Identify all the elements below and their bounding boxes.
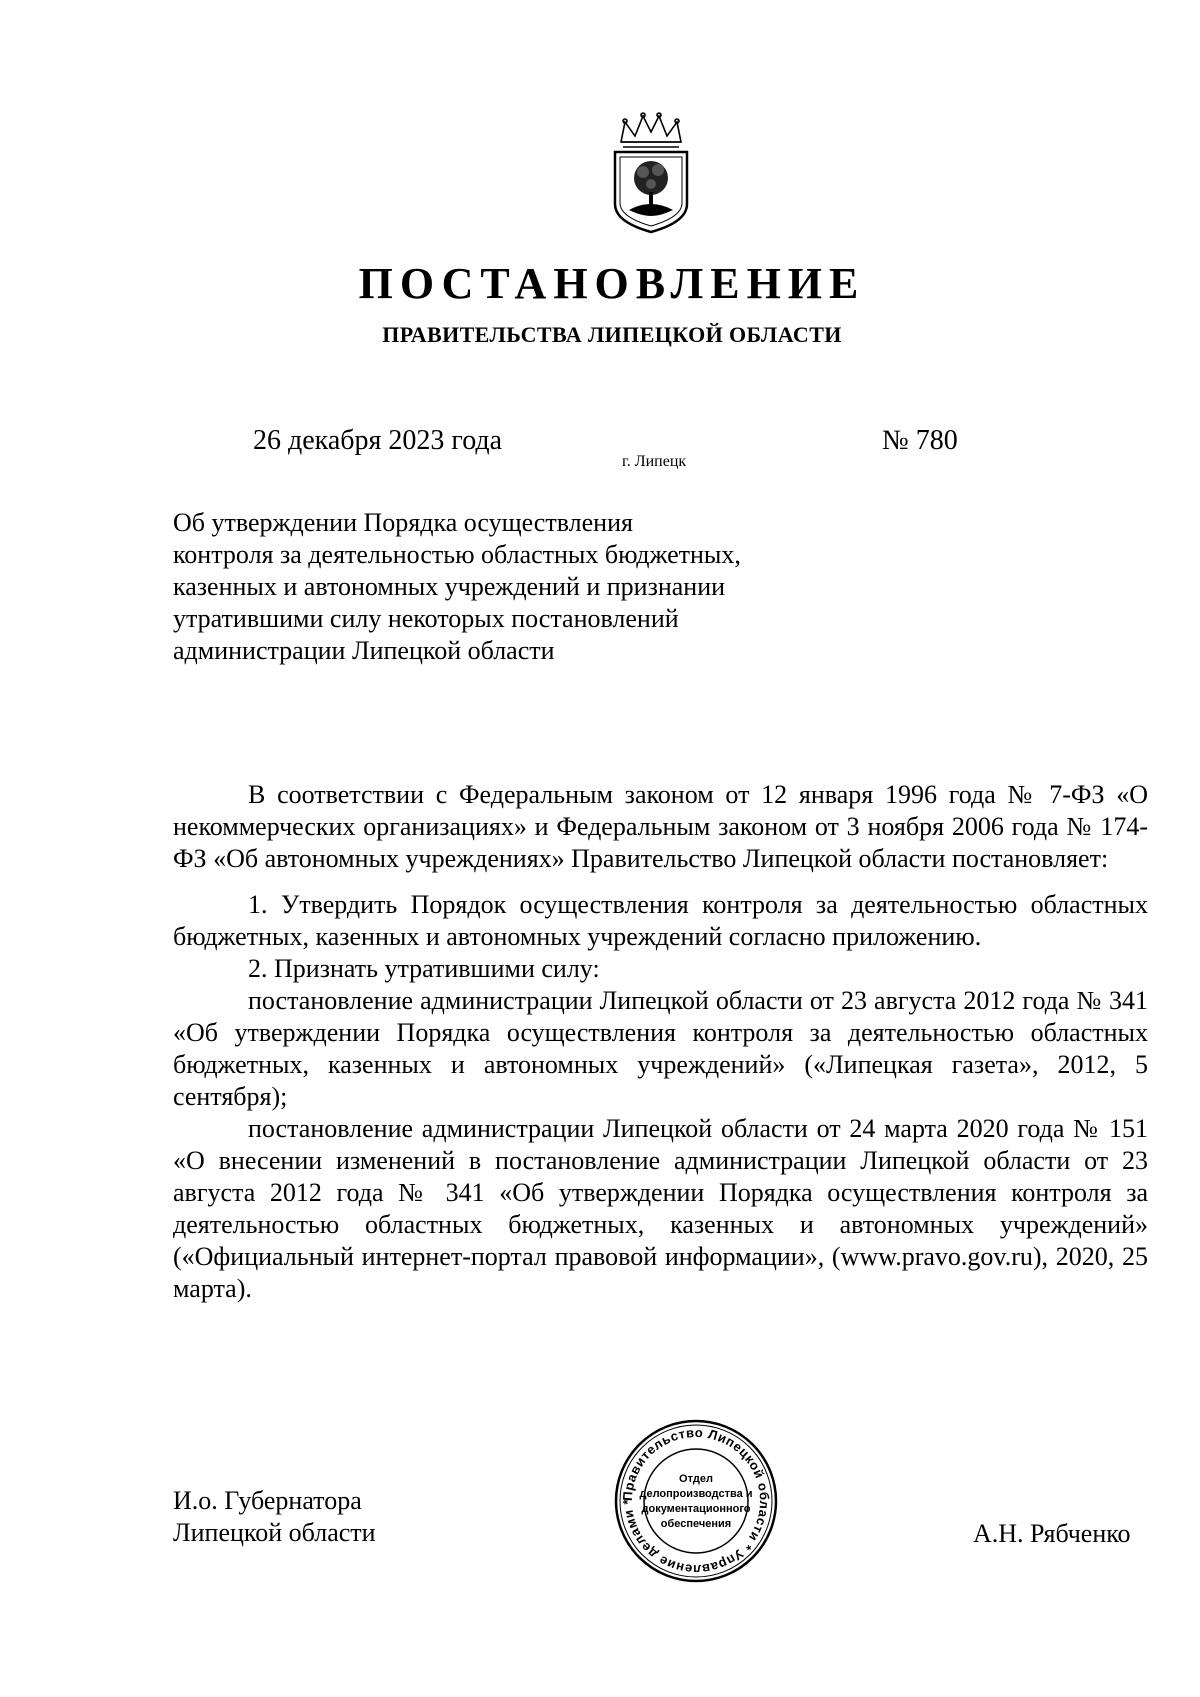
document-subtitle: ПРАВИТЕЛЬСТВА ЛИПЕЦКОЙ ОБЛАСТИ	[382, 322, 842, 347]
document-body	[173, 779, 1148, 1305]
stamp-inner-line: документационного	[641, 1503, 751, 1515]
subject-line: администрации Липецкой области	[173, 636, 555, 665]
coat-of-arms-icon	[601, 112, 701, 237]
document-subject	[173, 507, 833, 667]
body-paragraph: 1. Утвердить Порядок осуществления контроля за деятельностью областных бюджетных, казенных и автономных учреждений согласно приложению.	[173, 890, 1148, 951]
stamp-inner-line: обеспечения	[660, 1518, 732, 1530]
document-title: ПОСТАНОВЛЕНИЕ	[358, 259, 866, 308]
official-stamp	[613, 1418, 779, 1584]
subject-line: Об утверждении Порядка осуществления	[173, 508, 633, 537]
document-number: № 780	[882, 425, 958, 456]
body-paragraph: В соответствии с Федеральным законом от 12 января 1996 года № 7-ФЗ «О некоммерческих организациях» и Федеральным законом от 3 ноября 2006 года № 174-ФЗ «Об автономных учреждениях» Правительство Липецкой области постановляет:	[173, 780, 1148, 873]
signatory-title	[173, 1485, 376, 1549]
stamp-outer-text: Правительство Липецкой области * Управление делами *	[619, 1424, 773, 1578]
document-place: г. Липецк	[622, 453, 687, 470]
signatory-title-line: И.о. Губернатора	[173, 1486, 362, 1515]
subject-line: казенных и автономных учреждений и признании	[173, 572, 726, 601]
document-date: 26 декабря 2023 года	[253, 425, 503, 456]
body-paragraph: постановление администрации Липецкой области от 23 августа 2012 года № 341 «Об утверждении Порядка осуществления контроля за деятельностью областных бюджетных, казенных и автономных учреждений» («Липецкая газета», 2012, 5 сентября);	[173, 986, 1148, 1111]
body-paragraph: 2. Признать утратившими силу:	[248, 954, 600, 983]
subject-line: утратившими силу некоторых постановлений	[173, 604, 679, 633]
stamp-inner-line: Отдел	[679, 1473, 713, 1485]
subject-line: контроля за деятельностью областных бюджетных,	[173, 540, 741, 569]
body-paragraph: постановление администрации Липецкой области от 24 марта 2020 года № 151 «О внесении изменений в постановление администрации Липецкой области от 23 августа 2012 года № 341 «Об утверждении Порядка осуществления контроля за деятельностью областных бюджетных, казенных и автономных учреждений» («Официальный интернет-портал правовой информации», (www.pravo.gov.ru), 2020, 25 марта).	[173, 1114, 1148, 1303]
stamp-inner-line: делопроизводства и	[639, 1488, 753, 1500]
signatory-name: А.Н. Рябченко	[973, 1519, 1131, 1548]
signatory-title-line: Липецкой области	[173, 1518, 376, 1547]
svg-text:Правительство Липецкой области	[620, 1425, 772, 1577]
